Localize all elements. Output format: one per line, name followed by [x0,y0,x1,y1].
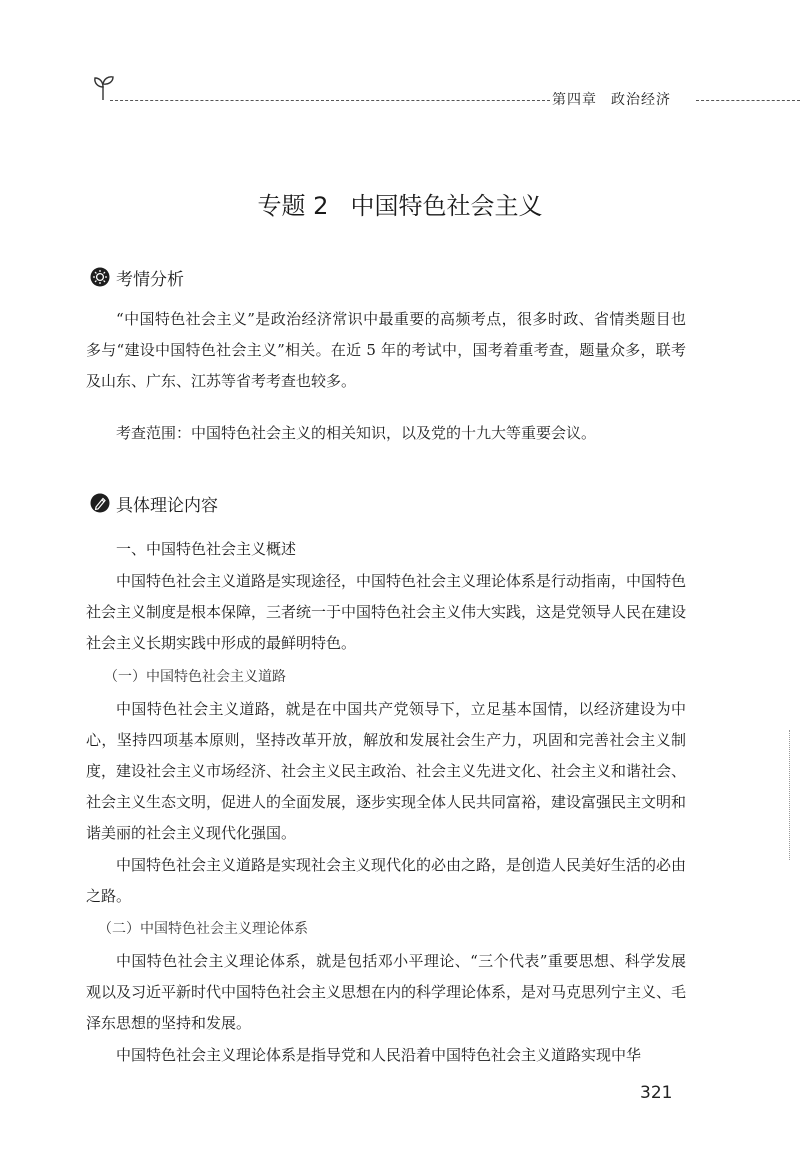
pen-badge-icon [90,493,110,513]
header-rule-left [110,100,550,101]
topic-name: 中国特色社会主义 [350,192,543,220]
header-chapter [552,89,671,109]
chapter-number: 第四章 [552,92,597,108]
section-label: 考情分析 [116,269,184,290]
overview-paragraph: 中国特色社会主义道路是实现途径，中国特色社会主义理论体系是行动指南，中国特色社会主义制度是根本保障，三者统一于中国特色社会主义伟大实践，这是党领导人民在建设社会主义长期实践中形成的最鲜明特色。 [86,572,687,652]
topic-number: 专题 2 [257,192,329,220]
chapter-title: 政治经济 [611,92,671,108]
exam-analysis-paragraph: “中国特色社会主义”是政治经济常识中最重要的高频考点，很多时政、省情类题目也多与“建设中国特色社会主义”相关。在近 5 年的考试中，国考着重考查，题量众多，联考及山东、广东、江苏等省考考查也较多。 [86,310,686,390]
sun-badge-icon [90,267,110,287]
subheading-road: （一）中国特色社会主义道路 [104,669,286,685]
road-significance-paragraph: 中国特色社会主义道路是实现社会主义现代化的必由之路，是创造人民美好生活的必由之路。 [86,856,687,905]
topic-title [0,186,800,221]
page-number: 321 [640,1083,673,1103]
section-label: 具体理论内容 [116,495,218,516]
sprout-icon [88,72,118,102]
subheading-theory-system: （二）中国特色社会主义理论体系 [98,921,308,937]
theory-guidance-paragraph: 中国特色社会主义理论体系是指导党和人民沿着中国特色社会主义道路实现中华 [116,1046,642,1064]
scan-margin-mark [789,730,790,860]
road-paragraph: 中国特色社会主义道路，就是在中国共产党领导下，立足基本国情，以经济建设为中心，坚持四项基本原则，坚持改革开放，解放和发展社会生产力，巩固和完善社会主义制度，建设社会主义市场经济、社会主义民主政治、社会主义先进文化、社会主义和谐社会、社会主义生态文明，促进人的全面发展，逐步实现全体人民共同富裕，建设富强民主文明和谐美丽的社会主义现代化强国。 [86,700,687,842]
section-heading-exam-analysis [90,264,184,290]
theory-system-paragraph: 中国特色社会主义理论体系，就是包括邓小平理论、“三个代表”重要思想、科学发展观以及习近平新时代中国特色社会主义思想在内的科学理论体系，是对马克思列宁主义、毛泽东思想的坚持和发展。 [86,952,687,1032]
subheading-overview: 一、中国特色社会主义概述 [116,540,297,558]
header-rule-right [696,100,800,101]
section-heading-theory [90,490,218,516]
running-header [88,72,800,108]
exam-scope-paragraph: 考查范围：中国特色社会主义的相关知识，以及党的十九大等重要会议。 [116,424,597,442]
